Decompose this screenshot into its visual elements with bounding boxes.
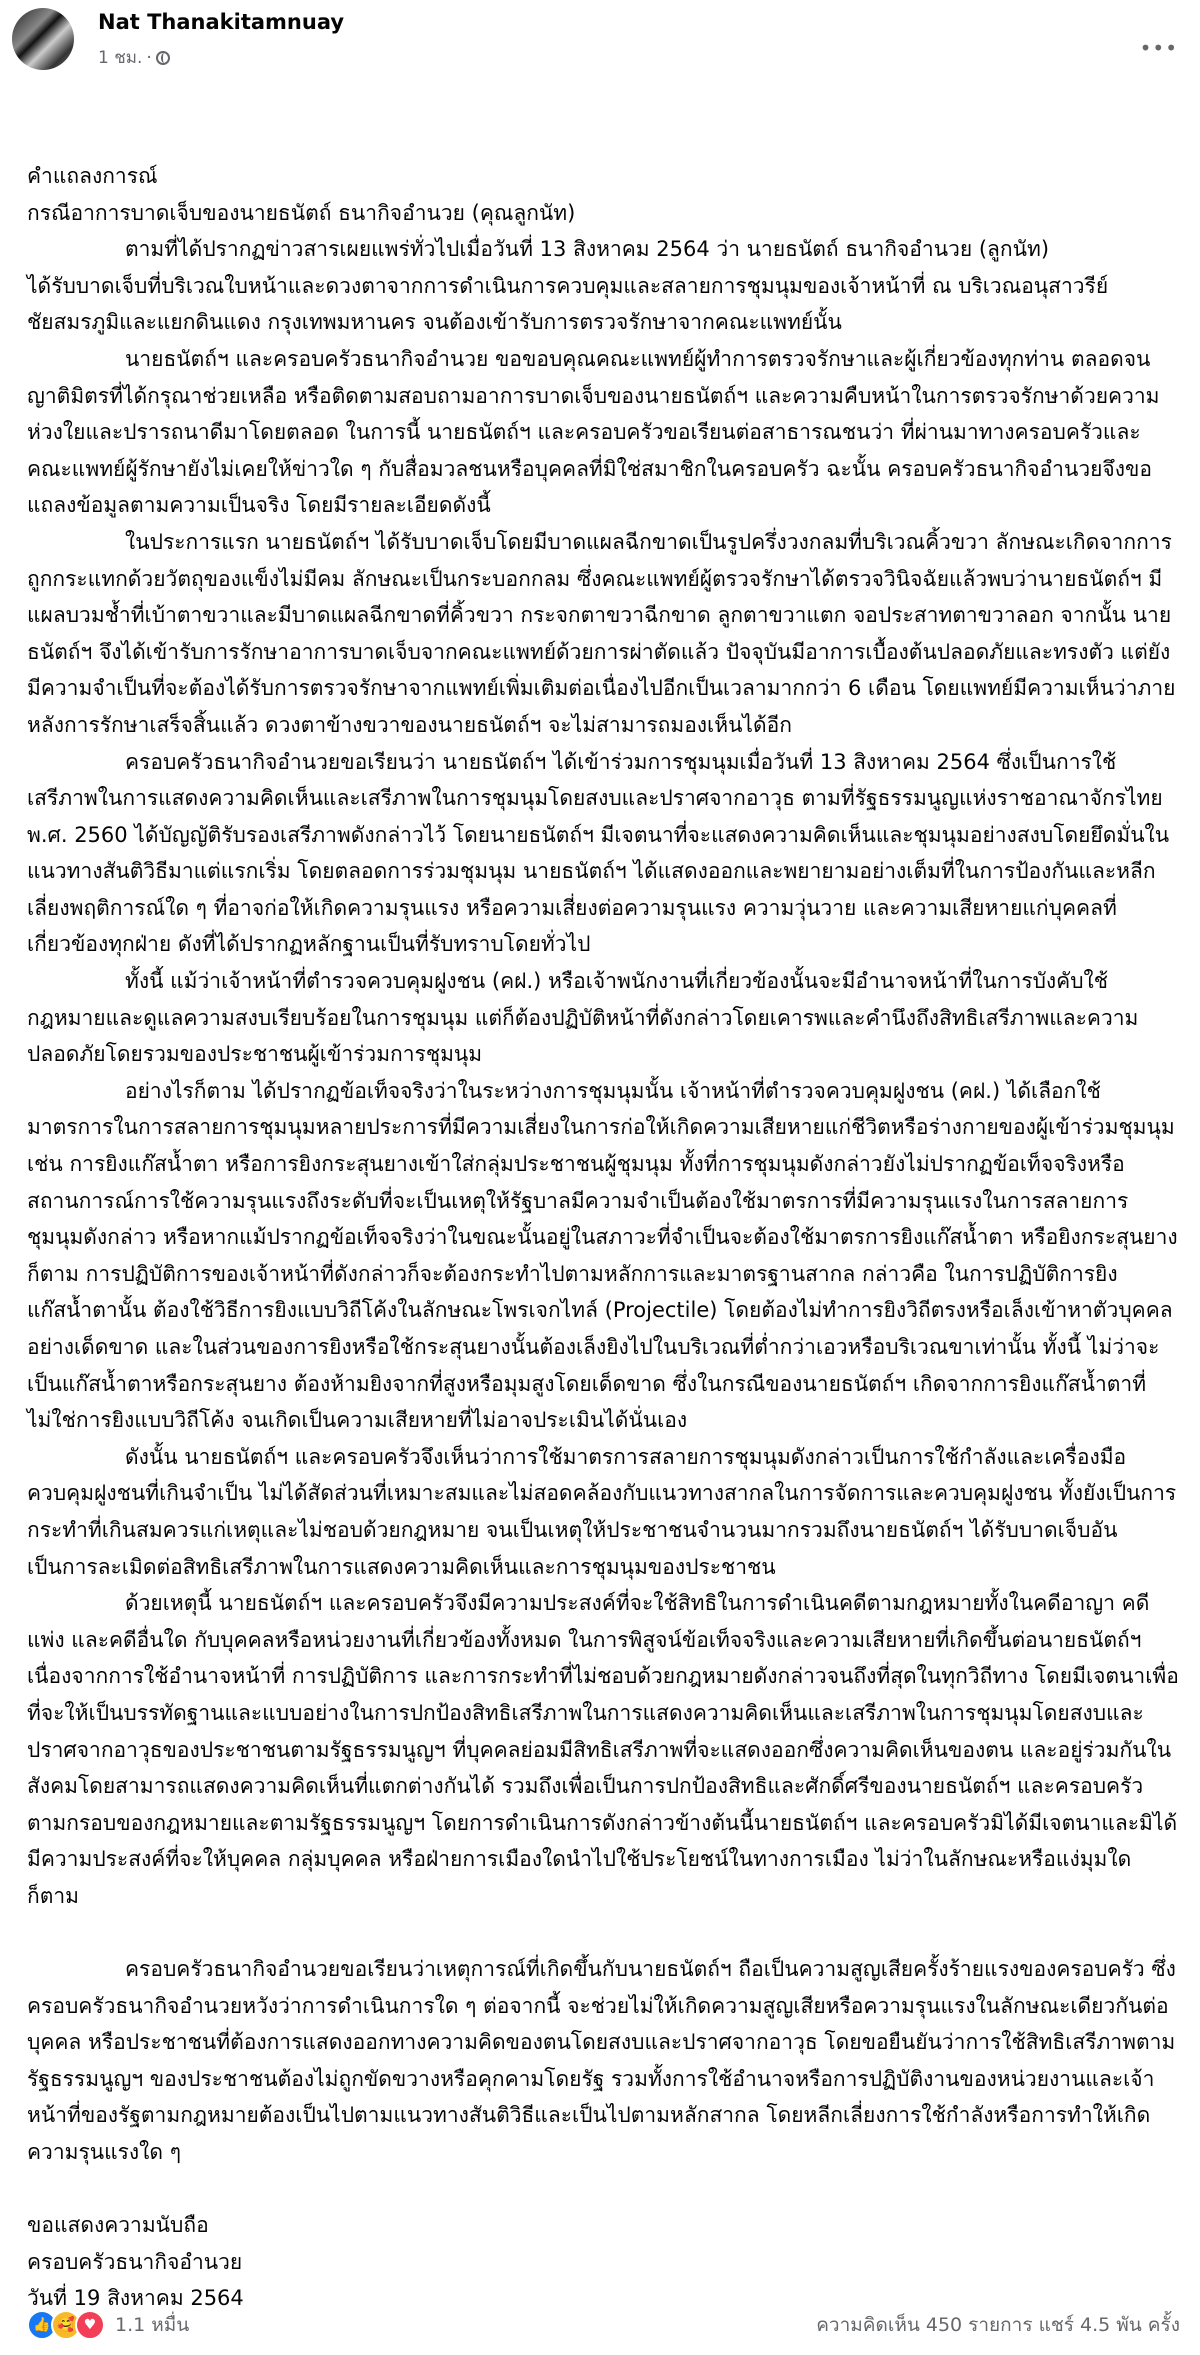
author-avatar[interactable] <box>12 8 74 70</box>
closing: ขอแสดงความนับถือ <box>27 2213 209 2238</box>
paragraph: ครอบครัวธนากิจอำนวยขอเรียนว่า นายธนัตถ์ฯ ได้เข้าร่วมการชุมนุมเมื่อวันที่ 13 สิงหาคม 2564 ซึ่งเป็นการใช้เสรีภาพในการแสดงความคิดเห็นและเสรีภาพในการชุมนุมโดยสงบและปราศจากอาวุธ ตามที่รัฐธรรมนูญแห่งราชอาณาจักรไทย พ.ศ. 2560 ได้บัญญัติรับรองเสรีภาพดังกล่าวไว้ โดยนายธนัตถ์ฯ มีเจตนาที่จะแสดงความคิดเห็นและชุมนุมอย่างสงบโดยยึดมั่นในแนวทางสันติวิธีมาแต่แรกเริ่ม โดยตลอดการร่วมชุมนุม นายธนัตถ์ฯ ได้แสดงออกและพยายามอย่างเต็มที่ในการป้องกันและหลีกเลี่ยงพฤติการณ์ใด ๆ ที่อาจก่อให้เกิดความรุนแรง หรือความเสี่ยงต่อความรุนแรง ความวุ่นวาย และความเสียหายแก่บุคคลที่เกี่ยวข้องทุกฝ่าย ดังที่ได้ปรากฏหลักฐานเป็นที่รับทราบโดยทั่วไป <box>27 749 1170 957</box>
paragraph: ตามที่ได้ปรากฏข่าวสารเผยแพร่ทั่วไปเมื่อวันที่ 13 สิงหาคม 2564 ว่า นายธนัตถ์ ธนากิจอำนวย (ลูกนัท) <box>125 237 1050 262</box>
post-time[interactable]: 1 ชม. <box>98 48 143 68</box>
post-body <box>27 158 1182 2317</box>
spacer <box>27 1915 1182 1952</box>
post-footer <box>27 2305 1180 2345</box>
paragraph: นายธนัตถ์ฯ และครอบครัวธนากิจอำนวย ขอขอบคุณคณะแพทย์ผู้ทำการตรวจรักษาและผู้เกี่ยวข้องทุกท่าน ตลอดจนญาติมิตรที่ได้กรุณาช่วยเหลือ หรือติดตามสอบถามอาการบาดเจ็บของนายธนัตถ์ฯ และความคืบหน้าในการตรวจรักษาด้วยความห่วงใยและปรารถนาดีมาโดยตลอด ในการนี้ นายธนัตถ์ฯ และครอบครัวขอเรียนต่อสาธารณชนว่า ที่ผ่านมาทางครอบครัวและคณะแพทย์ผู้รักษายังไม่เคยให้ข่าวใด ๆ กับสื่อมวลชนหรือบุคคลที่มิใช่สมาชิกในครอบครัว ฉะนั้น ครอบครัวธนากิจอำนวยจึงขอแถลงข้อมูลตามความเป็นจริง โดยมีรายละเอียดดังนี้ <box>27 346 1160 518</box>
globe-icon[interactable] <box>156 51 170 65</box>
paragraph: ทั้งนี้ แม้ว่าเจ้าหน้าที่ตำรวจควบคุมฝูงชน (คฝ.) หรือเจ้าพนักงานที่เกี่ยวข้องนั้นจะมีอำนาจหน้าที่ในการบังคับใช้กฎหมายและดูแลความสงบเรียบร้อยในการชุมนุม แต่ก็ต้องปฏิบัติหน้าที่ดังกล่าวโดยเคารพและคำนึงถึงสิทธิเสรีภาพและความปลอดภัยโดยรวมของประชาชนผู้เข้าร่วมการชุมนุม <box>27 969 1139 1067</box>
post-meta <box>98 44 170 71</box>
post-header <box>12 8 1188 78</box>
statement-title: คำแถลงการณ์ <box>27 164 158 188</box>
paragraph: ได้รับบาดเจ็บที่บริเวณใบหน้าและดวงตาจากการดำเนินการควบคุมและสลายการชุมนุมของเจ้าหน้าที่ ณ บริเวณอนุสาวรีย์ชัยสมรภูมิและแยกดินแดง กรุงเทพมหานคร จนต้องเข้ารับการตรวจรักษาจากคณะแพทย์นั้น <box>27 273 1109 335</box>
spacer <box>27 2171 1182 2208</box>
paragraph: ในประการแรก นายธนัตถ์ฯ ได้รับบาดเจ็บโดยมีบาดแผลฉีกขาดเป็นรูปครึ่งวงกลมที่บริเวณคิ้วขวา ลักษณะเกิดจากการถูกกระแทกด้วยวัตถุของแข็งไม่มีคม ลักษณะเป็นกระบอกกลม ซึ่งคณะแพทย์ผู้ตรวจรักษาได้ตรวจวินิจฉัยแล้วพบว่านายธนัตถ์ฯ มีแผลบวมช้ำที่เบ้าตาขวาและมีบาดแผลฉีกขาดที่คิ้วขวา กระจกตาขวาฉีกขาด ลูกตาขวาแตก จอประสาทตาขวาลอก จากนั้น นายธนัตถ์ฯ จึงได้เข้ารับการรักษาอาการบาดเจ็บจากคณะแพทย์ด้วยการผ่าตัดแล้ว ปัจจุบันมีอาการเบื้องต้นปลอดภัยและทรงตัว แต่ยังมีความจำเป็นที่จะต้องได้รับการตรวจรักษาจากแพทย์เพิ่มเติมต่อเนื่องไปอีกเป็นเวลามากกว่า 6 เดือน โดยแพทย์มีความเห็นว่าภายหลังการรักษาเสร็จสิ้นแล้ว ดวงตาข้างขวาของนายธนัตถ์ฯ จะไม่สามารถมองเห็นได้อีก <box>27 529 1176 737</box>
signature: ครอบครัวธนากิจอำนวย <box>27 2249 243 2274</box>
post-stats <box>816 2310 1180 2340</box>
statement-date: วันที่ 19 สิงหาคม 2564 <box>27 2286 244 2311</box>
reactions[interactable] <box>27 2310 189 2340</box>
statement-subtitle: กรณีอาการบาดเจ็บของนายธนัตถ์ ธนากิจอำนวย (คุณลูกนัท) <box>27 200 576 225</box>
care-icon: 🥰 <box>51 2310 81 2340</box>
paragraph: อย่างไรก็ตาม ได้ปรากฏข้อเท็จจริงว่าในระหว่างการชุมนุมนั้น เจ้าหน้าที่ตำรวจควบคุมฝูงชน (คฝ.) ได้เลือกใช้มาตรการในการสลายการชุมนุมหลายประการที่มีความเสี่ยงในการก่อให้เกิดความเสียหายแก่ชีวิตหรือร่างกายของผู้เข้าร่วมชุมนุม เช่น การยิงแก๊สน้ำตา หรือการยิงกระสุนยางเข้าใส่กลุ่มประชาชนผู้ชุมนุม ทั้งที่การชุมนุมดังกล่าวยังไม่ปรากฏข้อเท็จจริงหรือสถานการณ์การใช้ความรุนแรงถึงระดับที่จะเป็นเหตุให้รัฐบาลมีความจำเป็นต้องใช้มาตรการที่มีความรุนแรงในการสลายการชุมนุมดังกล่าว หรือหากแม้ปรากฏข้อเท็จจริงว่าในขณะนั้นอยู่ในสภาวะที่จำเป็นจะต้องใช้มาตรการยิงแก๊สน้ำตา หรือยิงกระสุนยาง ก็ตาม การปฏิบัติการของเจ้าหน้าที่ดังกล่าวก็จะต้องกระทำไปตามหลักการและมาตรฐานสากล กล่าวคือ ในการปฏิบัติการยิงแก๊สน้ำตานั้น ต้องใช้วิธีการยิงแบบวิถีโค้งในลักษณะโพรเจกไทล์ (Projectile) โดยต้องไม่ทำการยิงวิถีตรงหรือเล็งเข้าหาตัวบุคคลอย่างเด็ดขาด และในส่วนของการยิงหรือใช้กระสุนยางนั้นต้องเล็งยิงไปในบริเวณที่ต่ำกว่าเอวหรือบริเวณขาเท่านั้น ทั้งนี้ ไม่ว่าจะเป็นแก๊สน้ำตาหรือกระสุนยาง ต้องห้ามยิงจากที่สูงหรือมุมสูงโดยเด็ดขาด ซึ่งในกรณีของนายธนัตถ์ฯ เกิดจากการยิงแก๊สน้ำตาที่ไม่ใช่การยิงแบบวิถีโค้ง จนเกิดเป็นความเสียหายที่ไม่อาจประเมินได้นั่นเอง <box>27 1078 1178 1433</box>
love-icon: ♥ <box>75 2310 105 2340</box>
like-icon: 👍 <box>27 2310 57 2340</box>
comment-count[interactable]: ความคิดเห็น 450 รายการ <box>816 2314 1033 2336</box>
paragraph: ครอบครัวธนากิจอำนวยขอเรียนว่าเหตุการณ์ที่เกิดขึ้นกับนายธนัตถ์ฯ ถือเป็นความสูญเสียครั้งร้ายแรงของครอบครัว ซึ่งครอบครัวธนากิจอำนวยหวังว่าการดำเนินการใด ๆ ต่อจากนี้ จะช่วยไม่ให้เกิดความสูญเสียหรือความรุนแรงในลักษณะเดียวกันต่อบุคคล หรือประชาชนที่ต้องการแสดงออกทางความคิดของตนโดยสงบและปราศจากอาวุธ โดยขอยืนยันว่าการใช้สิทธิเสรีภาพตามรัฐธรรมนูญฯ ของประชาชนต้องไม่ถูกขัดขวางหรือคุกคามโดยรัฐ รวมทั้งการใช้อำนาจหรือการปฏิบัติงานของหน่วยงานและเจ้าหน้าที่ของรัฐตามกฎหมายต้องเป็นไปตามแนวทางสันติวิธีและเป็นไปตามหลักสากล โดยหลีกเลี่ยงการใช้กำลังหรือการทำให้เกิดความรุนแรงใด ๆ <box>27 1957 1176 2165</box>
meta-separator: · <box>146 47 152 68</box>
reaction-count[interactable]: 1.1 หมื่น <box>115 2314 190 2336</box>
more-options-button[interactable]: ••• <box>1139 36 1178 60</box>
author-name[interactable]: Nat Thanakitamnuay <box>98 10 345 34</box>
paragraph: ดังนั้น นายธนัตถ์ฯ และครอบครัวจึงเห็นว่าการใช้มาตรการสลายการชุมนุมดังกล่าวเป็นการใช้กำลังและเครื่องมือควบคุมฝูงชนที่เกินจำเป็น ไม่ได้สัดส่วนที่เหมาะสมและไม่สอดคล้องกับแนวทางสากลในการจัดการและควบคุมฝูงชน ทั้งยังเป็นการกระทำที่เกินสมควรแก่เหตุและไม่ชอบด้วยกฎหมาย จนเป็นเหตุให้ประชาชนจำนวนมากรวมถึงนายธนัตถ์ฯ ได้รับบาดเจ็บอันเป็นการละเมิดต่อสิทธิเสรีภาพในการแสดงความคิดเห็นและการชุมนุมของประชาชน <box>27 1444 1177 1579</box>
share-count[interactable]: แชร์ 4.5 พัน ครั้ง <box>1038 2314 1180 2336</box>
paragraph: ด้วยเหตุนี้ นายธนัตถ์ฯ และครอบครัวจึงมีความประสงค์ที่จะใช้สิทธิในการดำเนินคดีตามกฎหมายทั้งในคดีอาญา คดีแพ่ง และคดีอื่นใด กับบุคคลหรือหน่วยงานที่เกี่ยวข้องทั้งหมด ในการพิสูจน์ข้อเท็จจริงและความเสียหายที่เกิดขึ้นต่อนายธนัตถ์ฯ เนื่องจากการใช้อำนาจหน้าที่ การปฏิบัติการ และการกระทำที่ไม่ชอบด้วยกฎหมายดังกล่าวจนถึงที่สุดในทุกวิถีทาง โดยมีเจตนาเพื่อที่จะให้เป็นบรรทัดฐานและแบบอย่างในการปกป้องสิทธิเสรีภาพในการแสดงความคิดเห็นและเสรีภาพในการชุมนุมโดยสงบและปราศจากอาวุธของประชาชนตามรัฐธรรมนูญฯ ที่บุคคลย่อมมีสิทธิเสรีภาพที่จะแสดงออกซึ่งความคิดเห็นของตน และอยู่ร่วมกันในสังคมโดยสามารถแสดงความคิดเห็นที่แตกต่างกันได้ รวมถึงเพื่อเป็นการปกป้องสิทธิและศักดิ์ศรีของนายธนัตถ์ฯ และครอบครัวตามกรอบของกฎหมายและตามรัฐธรรมนูญฯ โดยการดำเนินการดังกล่าวข้างต้นนี้นายธนัตถ์ฯ และครอบครัวมิได้มีเจตนาและมิได้มีความประสงค์ที่จะให้บุคคล กลุ่มบุคคล หรือฝ่ายการเมืองใดนำไปใช้ประโยชน์ในทางการเมือง ไม่ว่าในลักษณะหรือแง่มุมใดก็ตาม <box>27 1591 1179 1908</box>
